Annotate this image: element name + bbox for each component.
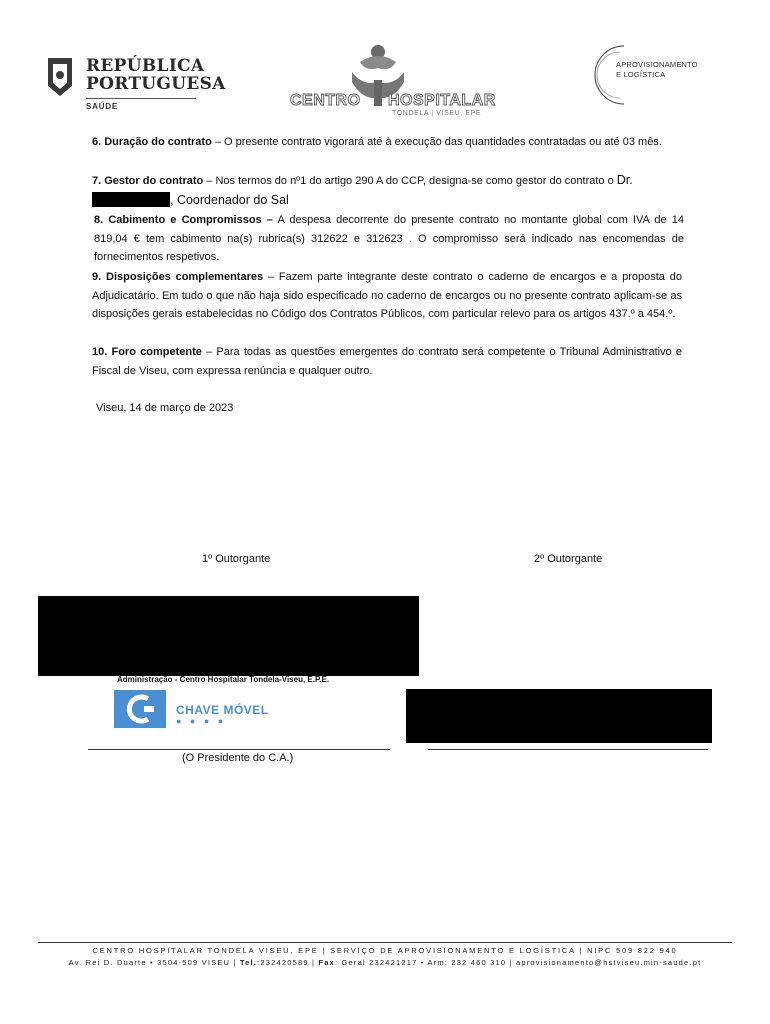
signature-line-2: [428, 749, 708, 750]
aprovisionamento-logo: [584, 42, 704, 112]
footer-tel-label: Tel.: [239, 958, 258, 967]
logo-divider: [86, 98, 196, 99]
document-date: Viseu, 14 de março de 2023: [96, 402, 234, 414]
clause-9: [92, 268, 682, 324]
clause-10-title: 10. Foro competente: [92, 346, 202, 358]
clause-6: [92, 133, 682, 152]
portuguesa-text: PORTUGUESA: [86, 74, 226, 94]
clause-10: [92, 343, 682, 380]
logistica-text: E LOGÍSTICA: [616, 70, 666, 79]
footer-fax-label: Fax: [318, 958, 335, 967]
hospitalar-text: HOSPITALAR: [388, 92, 496, 109]
clause-7: [92, 171, 682, 210]
president-label: (O Presidente do C.A.): [182, 752, 294, 764]
tondela-viseu-text: TONDELA | VISEU, EPE: [392, 110, 482, 117]
chave-movel-badge: [114, 690, 166, 728]
footer-tel: :232420589 |: [257, 958, 319, 967]
clause-6-text: – O presente contrato vigorará até à execução das quantidades contratadas ou até 03 mês.: [211, 136, 662, 148]
footer-fax: : Geral 232421217 • Arm: 232 460 310 | aprovisionamento@hstviseu.min-saude.pt: [334, 958, 702, 967]
clause-7-after: , Coordenador do Sal: [170, 192, 289, 207]
clause-9-text: – Fazem parte integrante deste contrato o caderno de encargos e a proposta do Adjudicatário. Em tudo o que não haja sido especificado no caderno de encargos ou no presente contrato aplicam-se as disposições gerais estabelecidas no Código dos Contratos Públicos, com particular relevo para os artigos 437.º a 454.º.: [92, 271, 683, 320]
centro-text: CENTRO: [290, 92, 361, 109]
republica-text: REPÚBLICA: [86, 56, 205, 76]
footer-line-2: [38, 958, 732, 967]
chave-movel-icon: [114, 690, 166, 728]
clause-7-text: – Nos termos do nº1 do artigo 290 A do CCP, designa-se como gestor do contrato o: [203, 175, 617, 187]
chave-movel-label: CHAVE MÓVEL: [176, 703, 269, 717]
clause-9-title: 9. Disposições complementares: [92, 271, 264, 283]
centro-hospitalar-logo: [288, 42, 496, 122]
saude-text: SAÚDE: [86, 102, 119, 111]
chave-movel-dots: ● ● ● ●: [176, 716, 227, 726]
signature-line-1: [88, 749, 390, 750]
republica-portuguesa-logo: [44, 52, 226, 114]
footer-line-1: CENTRO HOSPITALAR TONDELA VISEU, EPE | SERVIÇO DE APROVISIONAMENTO E LOGÍSTICA | NIPC 509 822 940: [92, 946, 678, 955]
signature-redaction-2: [406, 689, 712, 743]
second-party-label: 2º Outorgante: [534, 553, 603, 565]
aprovisionamento-text: APROVISIONAMENTO: [616, 60, 698, 69]
redaction-block: [92, 192, 170, 207]
clause-10-text: – Para todas as questões emergentes do contrato será competente o Tribunal Administrativo e Fiscal de Viseu, com expressa renúncia e qualquer outro.: [92, 346, 682, 377]
administration-signature-text: Administração - Centro Hospitalar Tondela-Viseu, E.P.E.: [117, 675, 330, 684]
clause-7-title: 7. Gestor do contrato: [92, 175, 204, 187]
signature-redaction-1: [38, 596, 419, 676]
first-party-label: 1º Outorgante: [202, 553, 271, 565]
footer-divider: [38, 942, 732, 943]
clause-8: [94, 211, 684, 267]
clause-7-dr: Dr.: [616, 173, 633, 187]
clause-6-title: 6. Duração do contrato: [92, 136, 212, 148]
clause-8-title: 8. Cabimento e Compromissos –: [94, 214, 273, 226]
clause-8-text: A despesa decorrente do presente contrato no montante global com IVA de 14 819,04 € tem cabimento na(s) rubrica(s) 312622 e 312623 . O compromisso será indicado nas encomendas de fornecimentos respetivos.: [94, 214, 684, 263]
footer-address: Av. Rei D. Duarte • 3504-509 VISEU |: [68, 958, 240, 967]
coat-of-arms-icon: [44, 56, 76, 98]
